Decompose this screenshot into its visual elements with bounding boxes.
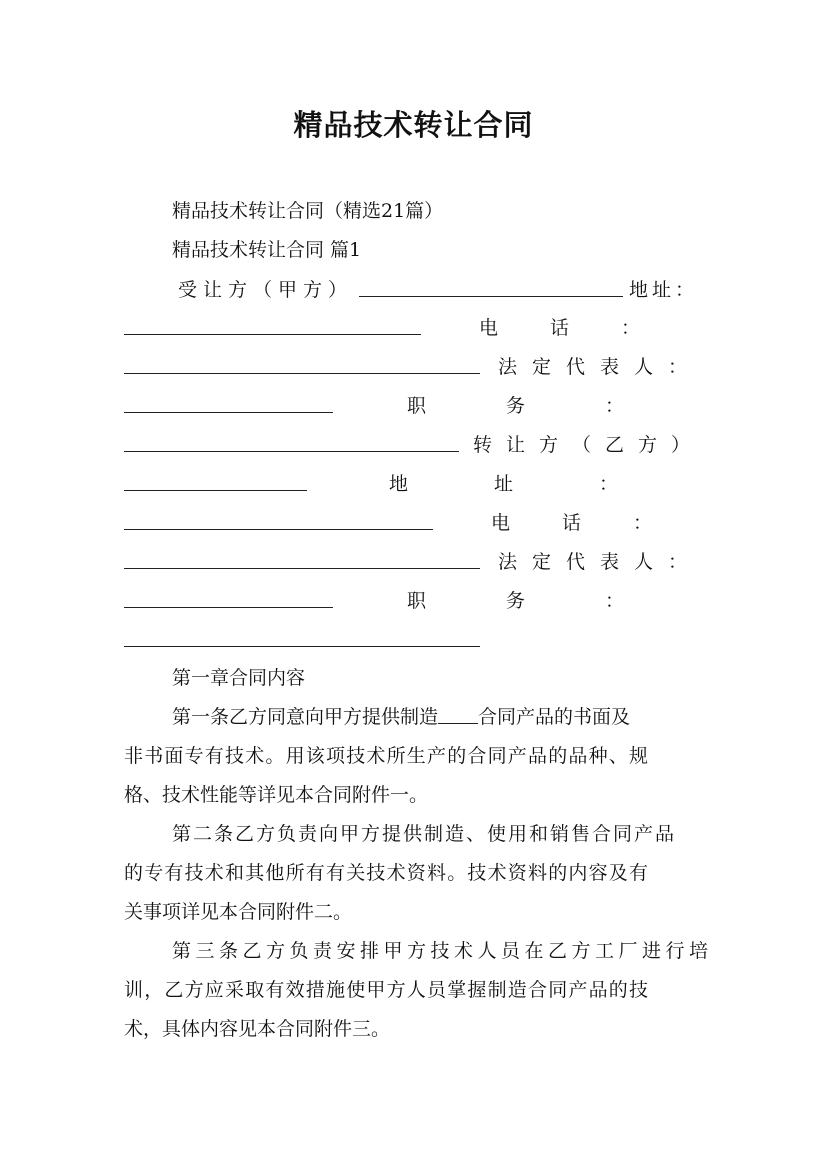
document-title: 精品技术转让合同	[293, 108, 534, 142]
article-2-line-2: 的专有技术和其他所有有关技术资料。技术资料的内容及有	[124, 862, 650, 884]
article-3	[124, 936, 713, 1053]
address-label-b: 地址：	[388, 473, 704, 495]
address-blank-b	[124, 508, 433, 530]
position-label-a: 职务：	[406, 395, 704, 417]
section-heading: 精品技术转让合同 篇1	[172, 239, 362, 261]
chapter-heading: 第一章合同内容	[172, 667, 306, 689]
party-b-line	[124, 430, 704, 460]
party-b-label: 转让方（乙方）	[472, 434, 704, 456]
article-2	[124, 819, 704, 936]
legal-rep-blank-b	[124, 586, 333, 608]
legal-rep-label-a: 法定代表人：	[498, 356, 703, 378]
party-a-line	[178, 275, 698, 305]
position-blank-a	[124, 430, 459, 452]
address-line-b	[124, 469, 704, 499]
legal-rep-label-b: 法定代表人：	[498, 551, 703, 573]
article-1-text-b: 合同产品的书面及	[478, 706, 631, 728]
phone-blank-a	[124, 352, 480, 374]
position-line-b	[124, 586, 704, 616]
position-label-b: 职务：	[406, 590, 704, 612]
legal-rep-line-b	[124, 547, 704, 577]
legal-rep-blank-a	[124, 391, 333, 413]
article-1-line-2: 非书面专有技术。用该项技术所生产的合同产品的品种、规	[124, 745, 650, 767]
phone-line-b	[124, 508, 704, 538]
position-blank-line-b	[124, 625, 704, 655]
article-1-line-3: 格、技术性能等详见本合同附件一。	[124, 784, 429, 806]
address-blank-a	[124, 313, 421, 335]
party-b-blank	[124, 469, 307, 491]
article-3-line-1: 第三条乙方负责安排甲方技术人员在乙方工厂进行培	[172, 940, 713, 962]
phone-label-b: 电话：	[490, 512, 704, 534]
address-label: 地址：	[628, 279, 698, 301]
position-line-a	[124, 391, 704, 421]
article-3-line-3: 术，具体内容见本合同附件三。	[124, 1018, 391, 1040]
phone-blank-b	[124, 547, 480, 569]
document-subtitle: 精品技术转让合同（精选21篇）	[172, 200, 444, 222]
article-3-line-2: 训，乙方应采取有效措施使甲方人员掌握制造合同产品的技	[124, 979, 650, 1001]
article-1	[124, 702, 704, 819]
party-a-label: 受让方（甲方）	[178, 279, 354, 301]
article-1-text-a: 第一条乙方同意向甲方提供制造	[172, 706, 439, 728]
phone-label-a: 电话：	[478, 317, 692, 339]
party-a-blank	[359, 275, 623, 297]
phone-line-a	[124, 313, 704, 343]
article-2-line-1: 第二条乙方负责向甲方提供制造、使用和销售合同产品	[172, 823, 677, 845]
legal-rep-line-a	[124, 352, 704, 382]
position-blank-b	[124, 625, 480, 647]
article-1-blank	[438, 702, 478, 724]
article-2-line-3: 关事项详见本合同附件二。	[124, 901, 353, 923]
